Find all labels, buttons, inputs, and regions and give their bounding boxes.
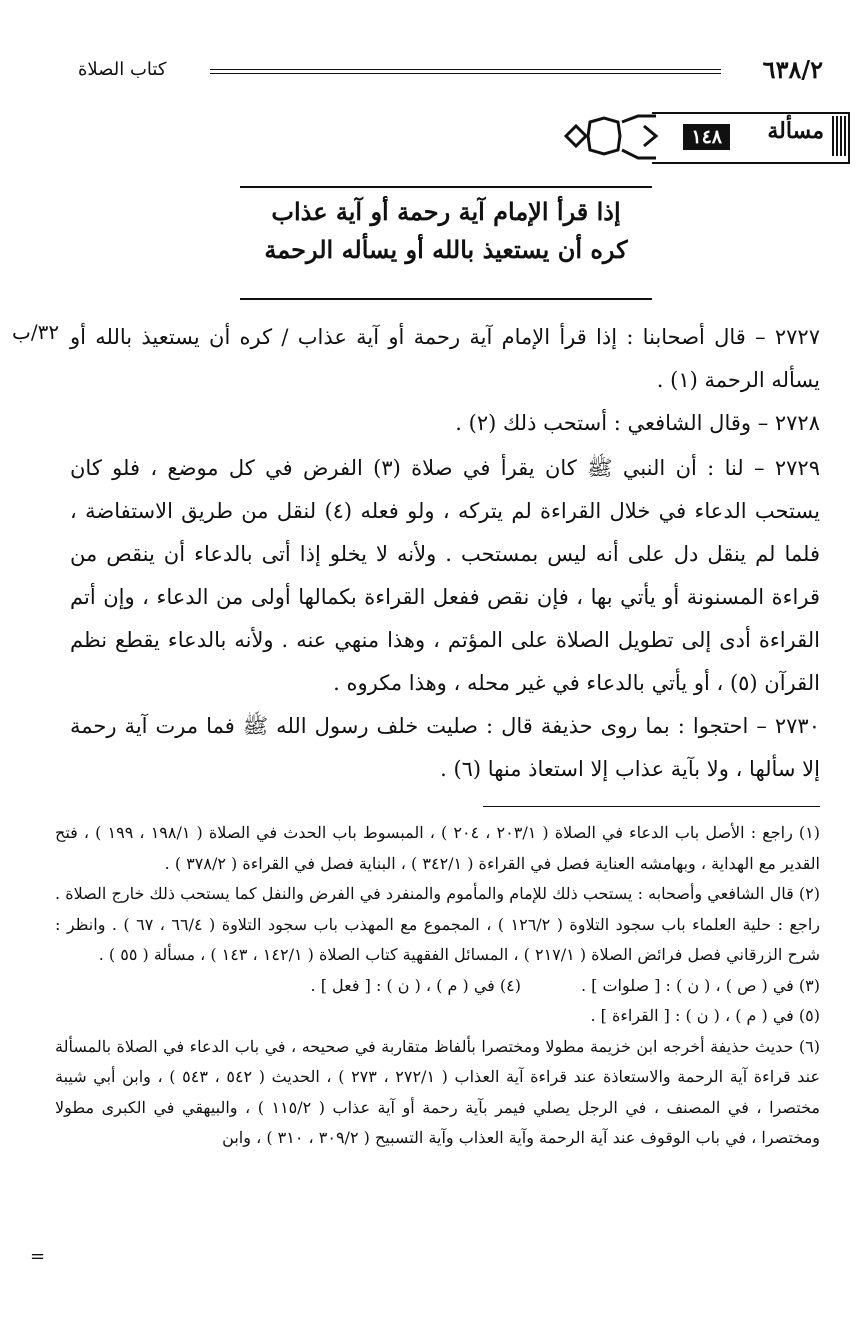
footnote: (١) راجع : الأصل باب الدعاء في الصلاة ( ٢٠٣/١ ، ٢٠٤ ) ، المبسوط باب الحدث في الصلاة ( ١٩٨/١ ، ١٩٩ ) ، فتح القدير مع الهداية ، وبهامشه العناية فصل في القراءة ( ٣٤٢/١ ) ، البناية فصل في القراءة ( ٣٧٨/٢ ) . (55, 823, 820, 873)
paragraph: ٢٧٢٧ – قال أصحابنا : إذا قرأ الإمام آية رحمة أو آية عذاب / كره أن يستعيذ بالله أو يسأله الرحمة (١) . (70, 325, 820, 392)
folio-reference: ٣٢/ب (12, 320, 60, 344)
title-line-1: إذا قرأ الإمام آية رحمة أو آية عذاب (271, 197, 621, 226)
footnote-row (55, 971, 820, 1002)
footnote: (٤) في ( م ) ، ( ن ) : [ فعل ] . (310, 975, 521, 995)
masala-title (240, 186, 652, 300)
banner-stripes (832, 116, 850, 156)
footnote: (٣) في ( ص ) ، ( ن ) : [ صلوات ] . (580, 975, 820, 995)
footnote-separator (483, 806, 820, 807)
masala-number: ١٤٨ (683, 124, 730, 150)
running-title: كتاب الصلاة (78, 59, 167, 80)
page-number: ٦٣٨/٢ (762, 55, 823, 84)
paragraph: ٢٧٢٩ – لنا : أن النبي ﷺ كان يقرأ في صلاة (٣) الفرض في كل موضع ، فلو كان يستحب الدعاء في خلال القراءة لم يتركه ، ولو فعله (٤) لنقل من طريق الاستفاضة ، فلما لم ينقل دل على أنه ليس بمستحب . ولأنه لا يخلو إذا أتى بالدعاء أن ينقص من قراءة المسنونة أو يأتي بها ، فإن نقص ففعل القراءة بكمالها أولى من الدعاء ، وإن أتم القراءة أدى إلى تطويل الصلاة على المؤتم ، وهذا منهي عنه . ولأنه بالدعاء يقطع نظم القرآن (٥) ، أو يأتي بالدعاء في غير محله ، وهذا مكروه . (70, 456, 820, 695)
continuation-mark: = (30, 1246, 46, 1267)
footnote: (٦) حديث حذيفة أخرجه ابن خزيمة مطولا ومختصرا بألفاظ متقاربة في صحيحه ، في باب الدعاء في الصلاة بالمسألة عند قراءة آية الرحمة والاستعاذة عند قراءة آية العذاب ( ٢٧٢/١ ، ٢٧٣ ) ، الحديث ( ٥٤٢ ، ٥٤٣ ) ، وابن أبي شيبة مختصرا ، في المصنف ، في الرجل يصلي فيمر بآية رحمة أو آية عذاب ( ١١٥/٢ ) ، والبيهقي في الكبرى مطولا ومختصرا ، في باب الوقوف عند آية الرحمة وآية العذاب وآية التسبيح ( ٣٠٩/٢ ، ٣١٠ ) ، وابن (55, 1036, 821, 1147)
paragraph: ٢٧٢٨ – وقال الشافعي : أستحب ذلك (٢) . (455, 411, 820, 435)
footnote: (٥) في ( م ) ، ( ن ) : [ القراءة ] . (590, 1006, 820, 1025)
footnote: (٢) قال الشافعي وأصحابه : يستحب ذلك للإمام والمأموم والمنفرد في الفرض والنفل كما يستحب ذلك خارج الصلاة . راجع : حلية العلماء باب سجود التلاوة ( ١٢٦/٢ ) ، المجموع مع المهذب باب سجود التلاوة ( ٦٦/٤ ، ٦٧ ) . وانظر : شرح الزرقاني فصل فرائض الصلاة ( ٢١٧/١ ) ، المسائل الفقهية كتاب الصلاة ( ١٤٢/١ ، ١٤٣ ) ، مسألة ( ٥٥ ) . (55, 884, 820, 964)
ornament-icon (560, 112, 660, 164)
header-rule (210, 69, 721, 74)
running-header (78, 55, 823, 95)
masala-banner (560, 112, 850, 164)
paragraph: ٢٧٣٠ – احتجوا : بما روى حذيفة قال : صليت خلف رسول الله ﷺ فما مرت آية رحمة إلا سألها ، ولا بآية عذاب إلا استعاذ منها (٦) . (70, 714, 820, 781)
masala-label: مسألة (767, 118, 824, 144)
title-line-2: كره أن يستعيذ بالله أو يسأله الرحمة (264, 235, 628, 264)
footnotes (55, 818, 820, 1154)
